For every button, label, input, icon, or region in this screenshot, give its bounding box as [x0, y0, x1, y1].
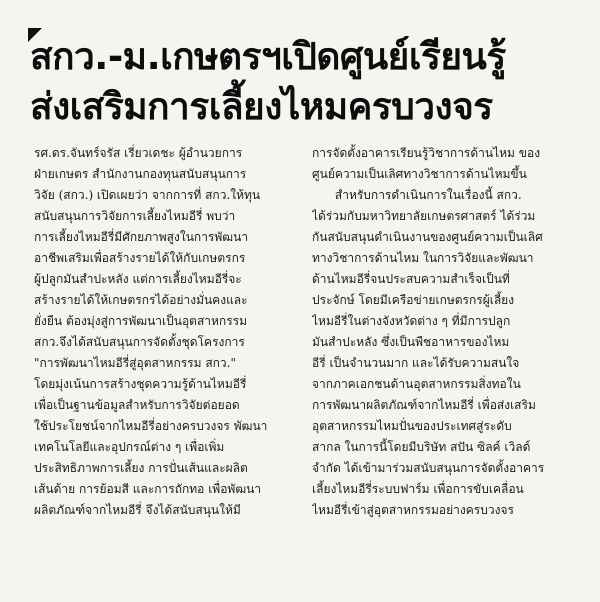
body-line: อาชีพเสริมเพื่อสร้างรายได้ให้กับเกษตรกร — [34, 251, 246, 265]
body-line: โดยมุ่งเน้นการสร้างชุดความรู้ด้านไหมอีรี่ — [34, 377, 247, 391]
body-line: วิจัย (สกว.) เปิดเผยว่า จากการที่ สกว.ให้ทุน — [34, 188, 261, 202]
body-line: กันสนับสนุนดำเนินงานของศูนย์ความเป็นเลิศ — [312, 230, 543, 244]
body-line: เลี้ยงไหมอีรี่ระบบฟาร์ม เพื่อการขับเคลื่อน — [312, 482, 524, 496]
body-line: เพื่อเป็นฐานข้อมูลสำหรับการวิจัยต่อยอด — [34, 398, 240, 412]
body-line: สกว.จึงได้สนับสนุนการจัดตั้งชุดโครงการ — [34, 335, 245, 349]
body-line: ประจักษ์ โดยมีเครือข่ายเกษตรกรผู้เลี้ยง — [312, 293, 515, 307]
body-line: ประสิทธิภาพการเลี้ยง การปั่นเส้นและผลิต — [34, 461, 248, 475]
body-line: จากภาคเอกชนด้านอุตสาหกรรมสิ่งทอใน — [312, 377, 521, 391]
body-line: อีรี่ เป็นจำนวนมาก และได้รับความสนใจ — [312, 356, 520, 370]
body-line: ผู้ปลูกมันสำปะหลัง แต่การเลี้ยงไหมอีรี่จะ — [34, 272, 242, 286]
body-line: การเลี้ยงไหมอีรี่มีศักยภาพสูงในการพัฒนา — [34, 230, 249, 244]
body-line: ทางวิชาการด้านไหม ในการวิจัยและพัฒนา — [312, 251, 534, 265]
body-line: จำกัด ได้เข้ามาร่วมสนับสนุนการจัดตั้งอาคาร — [312, 461, 545, 475]
body-line: เส้นด้าย การย้อมสี และการถักทอ เพื่อพัฒนา — [34, 482, 262, 496]
headline — [30, 32, 580, 132]
body-line: อุตสาหกรรมไหมปั่นของประเทศสู่ระดับ — [312, 419, 512, 433]
body-line: มันสำปะหลัง ซึ่งเป็นพืชอาหารของไหม — [312, 335, 510, 349]
body-line: การจัดตั้งอาคารเรียนรู้วิชาการด้านไหม ของ — [312, 146, 541, 160]
body-line: สากล ในการนี้โดยมีบริษัท สปัน ซิลค์ เวิลด์ — [312, 440, 531, 454]
body-line: ยั่งยืน ต้องมุ่งสู่การพัฒนาเป็นอุตสาหกรรม — [34, 314, 247, 328]
body-line: เทคโนโลยีและอุปกรณ์ต่าง ๆ เพื่อเพิ่ม — [34, 440, 225, 454]
body-line: การพัฒนาผลิตภัณฑ์จากไหมอีรี่ เพื่อส่งเสริม — [312, 398, 536, 412]
body-line: ศูนย์ความเป็นเลิศทางวิชาการด้านไหมขึ้น — [312, 167, 527, 181]
body-line: สำหรับการดำเนินการในเรื่องนี้ สกว. — [312, 188, 522, 202]
body-line: ได้ร่วมกับมหาวิทยาลัยเกษตรศาสตร์ ได้ร่วม — [312, 209, 536, 223]
body-line: ใช้ประโยชน์จากไหมอีรี่อย่างครบวงจร พัฒนา — [34, 419, 268, 433]
body-line: ไหมอีรี่ในต่างจังหวัดต่าง ๆ ที่มีการปลูก — [312, 314, 511, 328]
left-column — [34, 143, 292, 521]
body-line: ฝ่ายเกษตร สำนักงานกองทุนสนับสนุนการ — [34, 167, 247, 181]
body-line: ไหมอีรี่เข้าสู่อุตสาหกรรมอย่างครบวงจร — [312, 503, 514, 517]
body-line: "การพัฒนาไหมอีรี่สู่อุตสาหกรรม สกว." — [34, 356, 237, 370]
headline-line-1: สกว.-ม.เกษตรฯเปิดศูนย์เรียนรู้ — [30, 35, 506, 78]
body-line: ด้านไหมอีรี่จนประสบความสำเร็จเป็นที่ — [312, 272, 510, 286]
body-line: รศ.ดร.จันทร์จรัส เรี่ยวเดชะ ผู้อำนวยการ — [34, 146, 243, 160]
body-line: สร้างรายได้ให้เกษตรกรได้อย่างมั่นคงและ — [34, 293, 248, 307]
body-line: ผลิตภัณฑ์จากไหมอีรี่ จึงได้สนับสนุนให้มี — [34, 503, 241, 517]
headline-line-2: ส่งเสริมการเลี้ยงไหมครบวงจร — [30, 85, 493, 128]
right-column — [312, 143, 570, 521]
body-line: สนับสนุนการวิจัยการเลี้ยงไหมอีรี่ พบว่า — [34, 209, 236, 223]
